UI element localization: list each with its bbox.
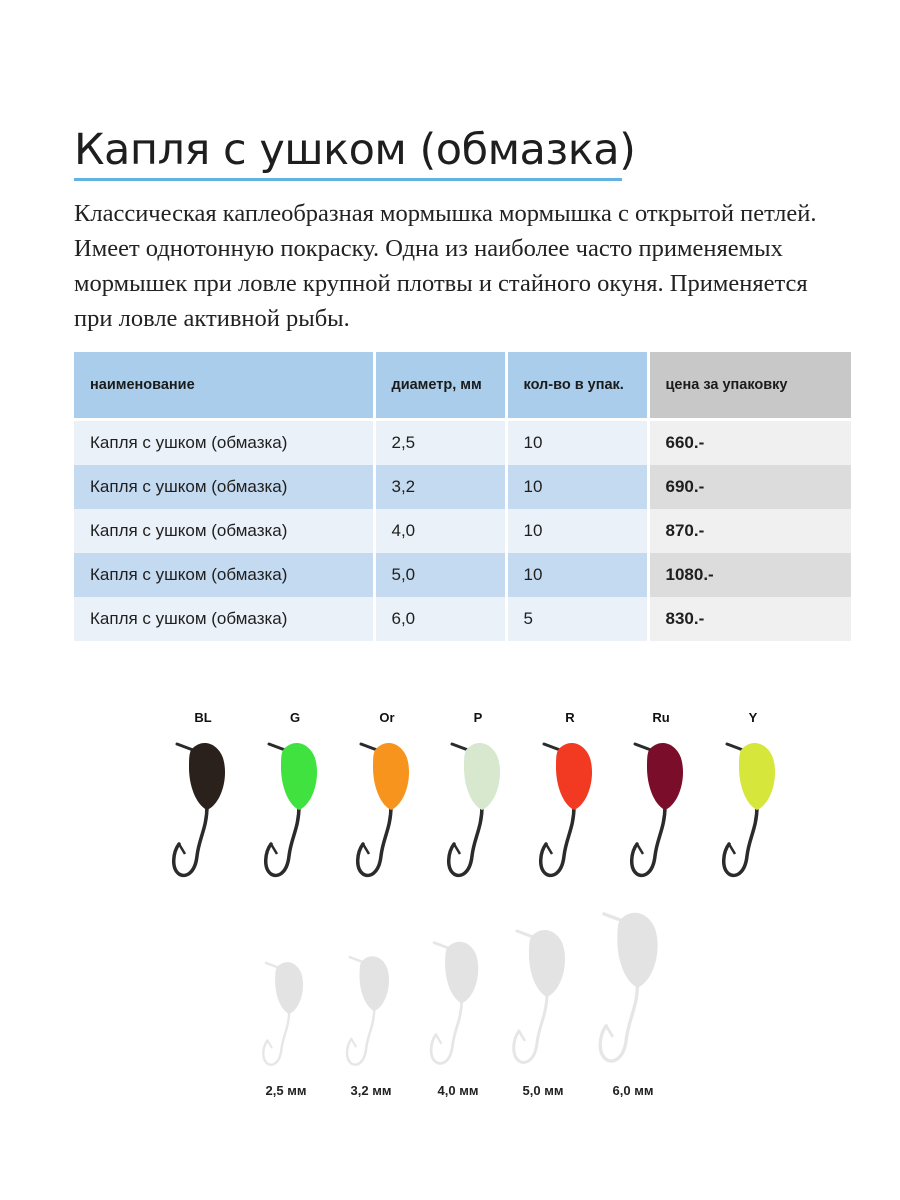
cell-quantity: 10 — [506, 509, 648, 553]
cell-price: 830.- — [648, 597, 851, 641]
cell-price: 690.- — [648, 465, 851, 509]
jig-icon — [713, 728, 793, 888]
table-row — [74, 420, 851, 466]
product-description: Классическая каплеобразная мормышка мормышка с открытой петлей. Имеет однотонную покраску. Одна из наиболее часто применяемых мормышек при ловле крупной плотвы и стайного окуня. Применяется при ловле активной рыбы. — [74, 200, 817, 332]
page-title: Капля с ушком (обмазка) — [74, 125, 636, 175]
cell-quantity: 10 — [506, 553, 648, 597]
color-code-label: BL — [194, 710, 212, 725]
table-row — [74, 509, 851, 553]
cell-diameter: 5,0 — [374, 553, 506, 597]
cell-name: Капля с ушком (обмазка) — [74, 597, 374, 641]
color-variants — [0, 700, 900, 900]
jig-y — [713, 700, 793, 890]
color-code-label: Y — [748, 710, 758, 725]
cell-quantity: 10 — [506, 465, 648, 509]
cell-price: 870.- — [648, 509, 851, 553]
jig-p — [438, 700, 518, 890]
price-table — [74, 352, 851, 641]
jig-silhouette-icon — [503, 915, 583, 1075]
color-code-label: Ru — [652, 710, 670, 725]
jig-icon — [255, 728, 335, 888]
table-row — [74, 465, 851, 509]
cell-diameter: 3,2 — [374, 465, 506, 509]
size-label: 4,0 мм — [437, 1083, 479, 1098]
jig-or — [347, 700, 427, 890]
size-label: 2,5 мм — [265, 1083, 307, 1098]
title-underline — [74, 178, 622, 181]
jig-icon — [163, 728, 243, 888]
cell-name: Капля с ушком (обмазка) — [74, 420, 374, 466]
color-code-label: Or — [379, 710, 395, 725]
cell-name: Капля с ушком (обмазка) — [74, 509, 374, 553]
cell-quantity: 5 — [506, 597, 648, 641]
size-sample — [421, 928, 495, 1105]
jig-icon — [438, 728, 518, 888]
jig-r — [530, 700, 610, 890]
size-label: 3,2 мм — [350, 1083, 392, 1098]
jig-silhouette-icon — [588, 896, 678, 1075]
color-code-label: G — [289, 710, 301, 725]
table-header-row — [74, 352, 851, 420]
cell-price: 660.- — [648, 420, 851, 466]
cell-price: 1080.- — [648, 553, 851, 597]
size-sample — [588, 896, 678, 1105]
jig-bl — [163, 700, 243, 890]
table-row — [74, 597, 851, 641]
jig-silhouette-icon — [255, 950, 317, 1075]
size-label: 6,0 мм — [612, 1083, 654, 1098]
color-code-label: P — [473, 710, 483, 725]
jig-icon — [621, 728, 701, 888]
table-row — [74, 553, 851, 597]
jig-silhouette-icon — [338, 944, 404, 1075]
jig-icon — [530, 728, 610, 888]
size-sample — [503, 915, 583, 1105]
cell-diameter: 4,0 — [374, 509, 506, 553]
header-price: цена за упаковку — [648, 352, 851, 420]
color-code-label: R — [565, 710, 575, 725]
header-name: наименование — [74, 352, 374, 420]
header-diameter: диаметр, мм — [374, 352, 506, 420]
size-sample — [255, 950, 317, 1105]
cell-name: Капля с ушком (обмазка) — [74, 465, 374, 509]
cell-diameter: 6,0 — [374, 597, 506, 641]
cell-name: Капля с ушком (обмазка) — [74, 553, 374, 597]
jig-ru — [621, 700, 701, 890]
size-label: 5,0 мм — [522, 1083, 564, 1098]
jig-icon — [347, 728, 427, 888]
size-variants — [0, 895, 900, 1115]
size-sample — [338, 944, 404, 1105]
jig-g — [255, 700, 335, 890]
jig-silhouette-icon — [421, 928, 495, 1075]
cell-diameter: 2,5 — [374, 420, 506, 466]
header-quantity: кол-во в упак. — [506, 352, 648, 420]
cell-quantity: 10 — [506, 420, 648, 466]
